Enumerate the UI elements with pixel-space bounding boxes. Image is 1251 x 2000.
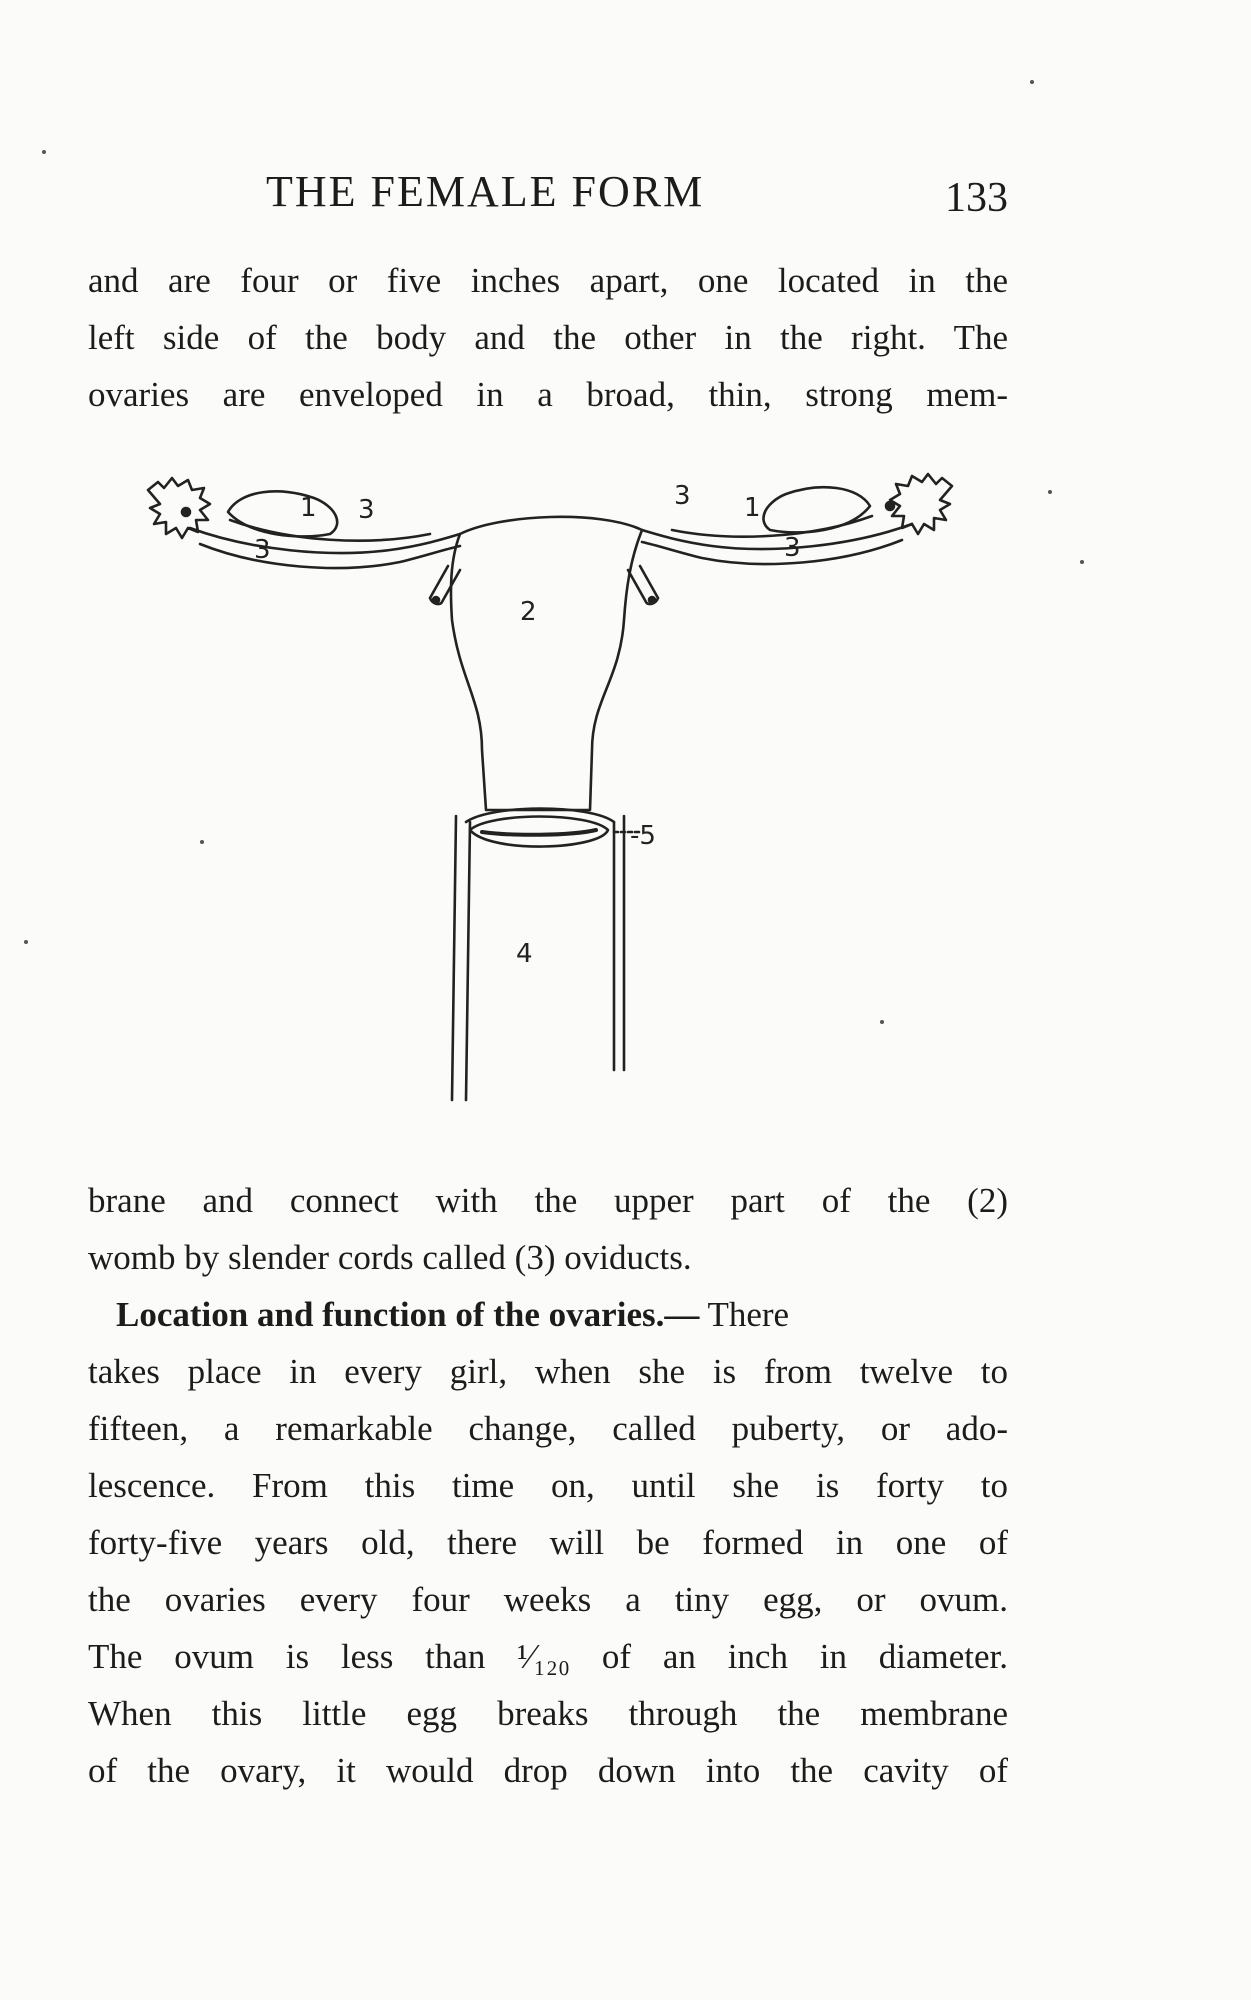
- text-line: The ovum is less than ¹⁄₁₂₀ of an inch in diameter.: [88, 1637, 1008, 1676]
- label-ovary-left: 1: [300, 493, 317, 523]
- text-line: of the ovary, it would drop down into the cavity of: [88, 1751, 1008, 1790]
- text-line: fifteen, a remarkable change, called puberty, or ado-: [88, 1409, 1008, 1448]
- print-speck: [880, 1020, 884, 1024]
- page-number: 133: [945, 175, 1008, 221]
- label-womb: 2: [520, 597, 537, 627]
- right-ovary-drawing: [763, 487, 870, 532]
- print-speck: [42, 150, 46, 154]
- anatomical-diagram: [130, 450, 970, 1130]
- text-line: forty-five years old, there will be formed in one of: [88, 1523, 1008, 1562]
- text-line-first: [88, 1286, 1008, 1343]
- text-line: the ovaries every four weeks a tiny egg, or ovum.: [88, 1580, 1008, 1619]
- text-line: left side of the body and the other in the right. The: [88, 318, 1008, 357]
- print-speck: [200, 840, 204, 844]
- left-fimbria-drawing: [148, 478, 210, 538]
- label-ovary-right: 1: [744, 493, 761, 523]
- paragraph-bottom: [88, 1286, 1008, 1799]
- vagina-drawing: [452, 816, 624, 1100]
- print-speck: [1080, 560, 1084, 564]
- text-line: womb by slender cords called (3) oviducts.: [88, 1238, 692, 1277]
- running-head: THE FEMALE FORM: [266, 167, 705, 216]
- print-speck: [1048, 490, 1052, 494]
- section-run-in-heading: Location and function of the ovaries.—: [116, 1295, 700, 1334]
- text-line: ovaries are enveloped in a broad, thin, strong mem-: [88, 375, 1008, 414]
- paragraph-mid: [88, 1172, 1008, 1286]
- text-line: takes place in every girl, when she is from twelve to: [88, 1352, 1008, 1391]
- label-oviduct-right-lower: 3: [784, 533, 801, 563]
- label-oviduct-left-upper: 3: [358, 495, 375, 525]
- text-line: brane and connect with the upper part of the (2): [88, 1181, 1008, 1220]
- paragraph-top: [88, 252, 1008, 423]
- first-line-rest: There: [699, 1295, 790, 1334]
- text-line: and are four or five inches apart, one located in the: [88, 261, 1008, 300]
- text-line: lescence. From this time on, until she is forty to: [88, 1466, 1008, 1505]
- text-line: When this little egg breaks through the membrane: [88, 1694, 1008, 1733]
- print-speck: [24, 940, 28, 944]
- womb-drawing: [451, 517, 642, 810]
- label-vagina: 4: [516, 939, 533, 969]
- page-header: [88, 160, 1008, 230]
- left-ovary-drawing: [228, 491, 337, 536]
- print-speck: [1030, 80, 1034, 84]
- label-oviduct-right-upper: 3: [674, 481, 691, 511]
- label-cervix: -5: [630, 821, 656, 851]
- right-fimbria-drawing: [886, 474, 952, 534]
- label-oviduct-left-lower: 3: [254, 535, 271, 565]
